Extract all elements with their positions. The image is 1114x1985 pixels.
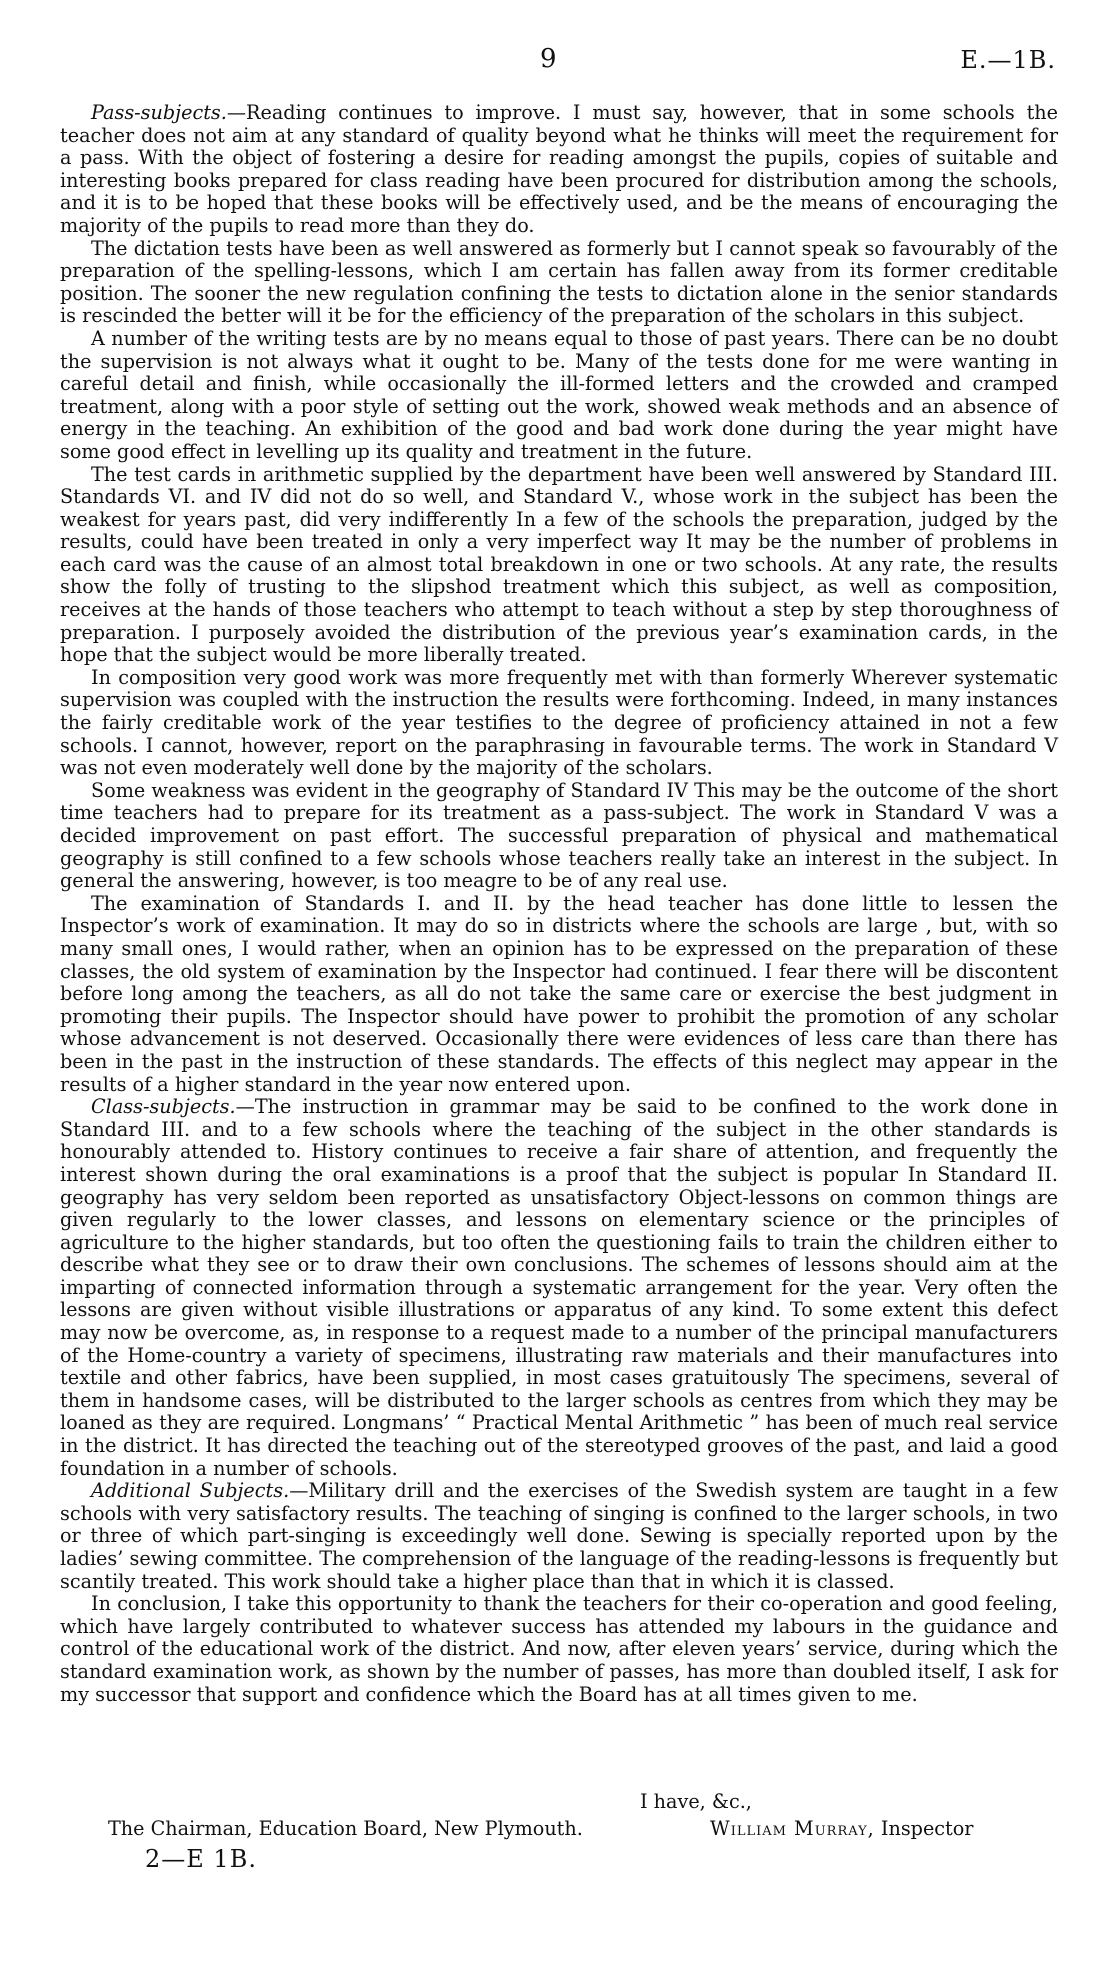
- closing-salutation: I have, &c.,: [640, 1790, 752, 1813]
- paragraph-lead: Class-subjects.: [91, 1095, 236, 1119]
- paragraph-text: Some weakness was evident in the geography of Standard IV This may be the outcome of the short time teachers had to prepare for its treatment as a pass-subject. The work in Standard V was a decided improvement on past effort. The successful preparation of physical and mathematical geography is still confined to a few schools whose teachers really take an interest in the subject. In general the answering, however, is too meagre to be of any real use.: [60, 778, 1058, 893]
- report-body: [60, 102, 1058, 1706]
- paragraph-lead: Pass-subjects.: [91, 101, 227, 124]
- signature: [710, 1817, 973, 1840]
- paragraph-writing: [60, 328, 1058, 464]
- paragraph-composition: [60, 667, 1058, 780]
- paragraph-text: The test cards in arithmetic supplied by the department have been well answered by Standard III. Standards VI. and IV did not do so well, and Standard V., whose work in the subject has been the weakest for years past, did very indifferently In a few of the schools the preparation, judged by the results, could have been treated in only a very imperfect way It may be the number of problems in each card was the cause of an almost total breakdown in one or two schools. At any rate, the results show the folly of trusting to the slipshod treatment which this subject, as well as composition, receives at the hands of those teachers who attempt to teach without a step by step thoroughness of preparation. I purposely avoided the distribution of the previous year’s examination cards, in the hope that the subject would be more liberally treated.: [60, 462, 1058, 667]
- page-number: 9: [540, 44, 557, 74]
- paragraph-text: A number of the writing tests are by no means equal to those of past years. There can be no doubt the supervision is not always what it ought to be. Many of the tests done for me were wanting in careful detail and finish, while occasionally the ill-formed letters and the crowded and cramped treatment, along with a poor style of setting out the work, showed weak methods and an absence of energy in the teaching. An exhibition of the good and bad work done during the year might have some good effect in levelling up its quality and treatment in the future.: [60, 326, 1058, 463]
- paragraph-additional-subjects: [60, 1480, 1058, 1593]
- paragraph-text: In composition very good work was more frequently met with than formerly Wherever systematic supervision was coupled with the instruction the results were forthcoming. Indeed, in many instances the fairly creditable work of the year testifies to the degree of proficiency attained in not a few schools. I cannot, however, report on the paraphrasing in favourable terms. The work in Standard V was not even moderately well done by the majority of the scholars.: [60, 665, 1058, 780]
- paragraph-geography: [60, 780, 1058, 893]
- paragraph-lead: Additional Subjects.: [91, 1479, 290, 1503]
- paragraph-standards-examination: [60, 893, 1058, 1096]
- document-code: E.—1B.: [960, 46, 1056, 74]
- paragraph-text: The dictation tests have been as well answered as formerly but I cannot speak so favourably of the preparation of the spelling-lessons, which I am certain has fallen away from its former creditable position. The sooner the new regulation confining the tests to dictation alone in the senior standards is rescinded the better will it be for the efficiency of the preparation of the scholars in this subject.: [60, 236, 1058, 328]
- paragraph-pass-subjects: [60, 102, 1058, 238]
- signer-title: Inspector: [874, 1817, 974, 1840]
- signer-name: William Murray,: [710, 1817, 875, 1840]
- paragraph-text: —Reading continues to improve. I must say, however, that in some schools the teacher does not aim at any standard of quality beyond what he thinks will meet the requirement for a pass. With the object of fostering a desire for reading amongst the pupils, copies of suitable and interesting books prepared for class reading have been procured for distribution among the schools, and it is to be hoped that these books will be effectively used, and be the means of encouraging the majority of the pupils to read more than they do.: [60, 101, 1058, 237]
- paragraph-class-subjects: [60, 1096, 1058, 1480]
- paragraph-text: —Military drill and the exercises of the Swedish system are taught in a few schools with very satisfactory results. The teaching of singing is confined to the larger schools, in two or three of which part-singing is exceedingly well done. Sewing is specially reported upon by the ladies’ sewing committee. The comprehension of the language of the reading-lessons is frequently but scantily treated. This work should take a higher place than that in which it is classed.: [60, 1479, 1058, 1593]
- paragraph-arithmetic: [60, 464, 1058, 667]
- printer-signature-mark: 2—E 1B.: [145, 1845, 257, 1873]
- paragraph-dictation: [60, 238, 1058, 328]
- page-header: [0, 44, 1114, 84]
- paragraph-conclusion: [60, 1593, 1058, 1706]
- addressee: The Chairman, Education Board, New Plymouth.: [108, 1817, 583, 1840]
- paragraph-text: In conclusion, I take this opportunity to thank the teachers for their co-operation and good feeling, which have largely contributed to whatever success has attended my labours in the guidance and control of the educational work of the district. And now, after eleven years’ service, during which the standard examination work, as shown by the number of passes, has more than doubled itself, I ask for my successor that support and confidence which the Board has at all times given to me.: [60, 1592, 1058, 1706]
- paragraph-text: The examination of Standards I. and II. by the head teacher has done little to lessen the Inspector’s work of examination. It may do so in districts where the schools are large , but, with so many small ones, I would rather, when an opinion has to be expressed on the preparation of these classes, the old system of examination by the Inspector had continued. I fear there will be discontent before long among the teachers, as all do not take the same care or exercise the best judgment in promoting their pupils. The Inspector should have power to prohibit the promotion of any scholar whose advancement is not deserved. Occasionally there were evidences of less care than there has been in the past in the instruction of these standards. The effects of this neglect may appear in the results of a higher standard in the year now entered upon.: [60, 891, 1058, 1096]
- paragraph-text: —The instruction in grammar may be said to be confined to the work done in Standard III. and to a few schools where the teaching of the subject in the other standards is honourably attended to. History continues to receive a fair share of attention, and frequently the interest shown during the oral examinations is a proof that the subject is popular In Standard II. geography has very seldom been reported as unsatisfactory Object-lessons on common things are given regularly to the lower classes, and lessons on elementary science or the principles of agriculture to the higher standards, but too often the questioning fails to train the children either to describe what they see or to draw their own conclusions. The schemes of lessons should aim at the imparting of connected information through a systematic arrangement for the year. Very often the lessons are given without visible illustrations or apparatus of any kind. To some extent this defect may now be overcome, as, in response to a request made to a number of the principal manufacturers of the Home-country a variety of specimens, illustrating raw materials and their manufactures into textile and other fabrics, have been supplied, in most cases gratuitously The specimens, several of them in handsome cases, will be distributed to the larger schools as centres from which they may be loaned as they are required. Longmans’ “ Practical Mental Arithmetic ” has been of much real service in the district. It has directed the teaching out of the stereotyped grooves of the past, and laid a good foundation in a number of schools.: [60, 1095, 1058, 1480]
